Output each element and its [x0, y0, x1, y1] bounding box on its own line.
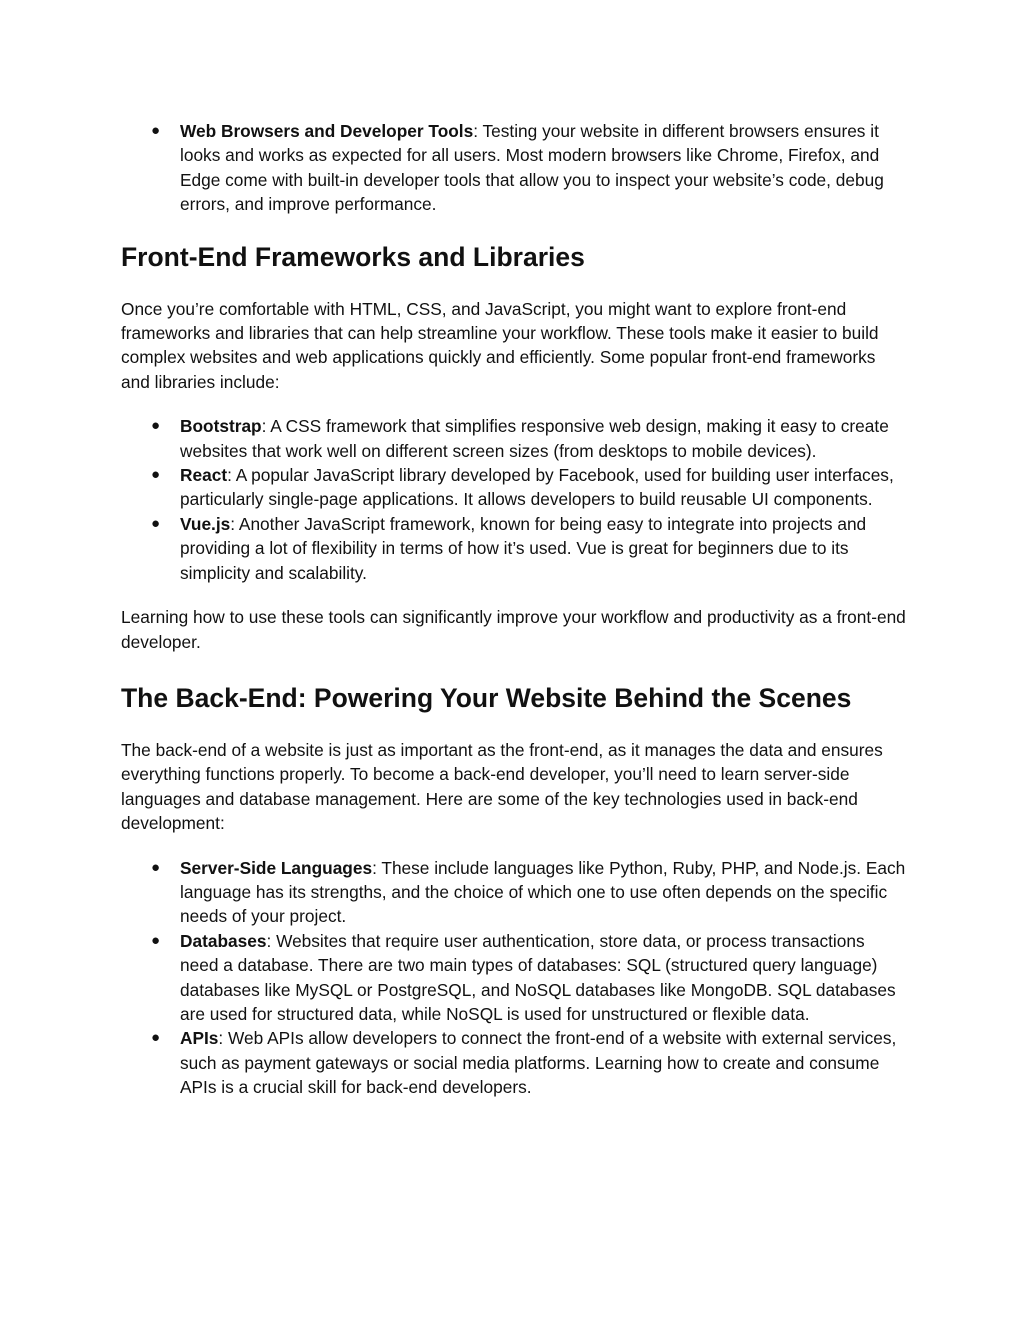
bullet-icon: ● [151, 122, 161, 139]
list-item-text: : Websites that require user authentication, store data, or process transactions need a database. There are two main types of databases: SQL (structured query language) databases like MySQL or PostgreSQL, and NoSQL databases like MongoDB. SQL databases are used for structured data, while NoSQL is used for unstructured or flexible data. [180, 930, 896, 1024]
frontend-outro-paragraph: Learning how to use these tools can significantly improve your workflow and productivity as a front-end developer. [121, 607, 906, 652]
bullet-icon: ● [151, 466, 161, 484]
list-item-term: Vue.js [180, 513, 231, 534]
list-item-term: Server-Side Languages [180, 857, 373, 878]
list-item-term: Web Browsers and Developer Tools [180, 121, 474, 141]
bullet-icon: ● [151, 514, 161, 532]
bullet-icon: ● [151, 417, 161, 435]
list-item-text: : Another JavaScript framework, known for being easy to integrate into projects and providing a lot of flexibility in terms of how it’s used. Vue is great for beginners due to its simplicity and scalability. [180, 513, 867, 583]
list-item [121, 119, 906, 217]
bullet-icon: ● [151, 858, 161, 876]
intro-list [121, 119, 906, 217]
section-heading-backend: The Back-End: Powering Your Website Behind the Scenes [121, 682, 852, 713]
section-heading-frontend: Front-End Frameworks and Libraries [121, 241, 585, 272]
frontend-list [121, 414, 906, 585]
bullet-icon: ● [151, 931, 161, 949]
list-item-text: : A popular JavaScript library developed by Facebook, used for building user interfaces, particularly single-page applications. It allows developers to build reusable UI components. [180, 465, 894, 510]
backend-intro-paragraph: The back-end of a website is just as important as the front-end, as it manages the data and ensures everything functions properly. To become a back-end developer, you’ll need to learn server-side languages and database management. Here are some of the key technologies used in back-end development: [121, 739, 883, 834]
list-item-term: Bootstrap [180, 416, 262, 437]
list-item-term: Databases [180, 930, 267, 951]
bullet-icon: ● [151, 1029, 161, 1047]
list-item [121, 463, 906, 512]
list-item [121, 929, 906, 1027]
list-item [121, 512, 906, 585]
list-item-term: React [180, 465, 228, 486]
list-item-text: : Testing your website in different browsers ensures it looks and works as expected for all users. Most modern browsers like Chrome, Firefox, and Edge come with built-in developer tools that allow you to inspect your website’s code, debug errors, and improve performance. [180, 121, 884, 215]
frontend-intro-paragraph: Once you’re comfortable with HTML, CSS, and JavaScript, you might want to explore front-end frameworks and libraries that can help streamline your workflow. These tools make it easier to build complex websites and web applications quickly and efficiently. Some popular front-end frameworks and libraries include: [121, 298, 879, 392]
list-item-term: APIs [180, 1028, 219, 1049]
list-item [121, 414, 906, 463]
backend-list [121, 856, 906, 1100]
list-item-text: : These include languages like Python, Ruby, PHP, and Node.js. Each language has its strengths, and the choice of which one to use often depends on the specific needs of your project. [180, 857, 906, 927]
document-page [121, 119, 906, 1100]
list-item-text: : Web APIs allow developers to connect the front-end of a website with external services, such as payment gateways or social media platforms. Learning how to create and consume APIs is a crucial skill for back-end developers. [180, 1028, 897, 1098]
list-item [121, 1026, 906, 1099]
list-item-text: : A CSS framework that simplifies responsive web design, making it easy to create websites that work well on different screen sizes (from desktops to mobile devices). [180, 416, 889, 461]
list-item [121, 856, 906, 929]
